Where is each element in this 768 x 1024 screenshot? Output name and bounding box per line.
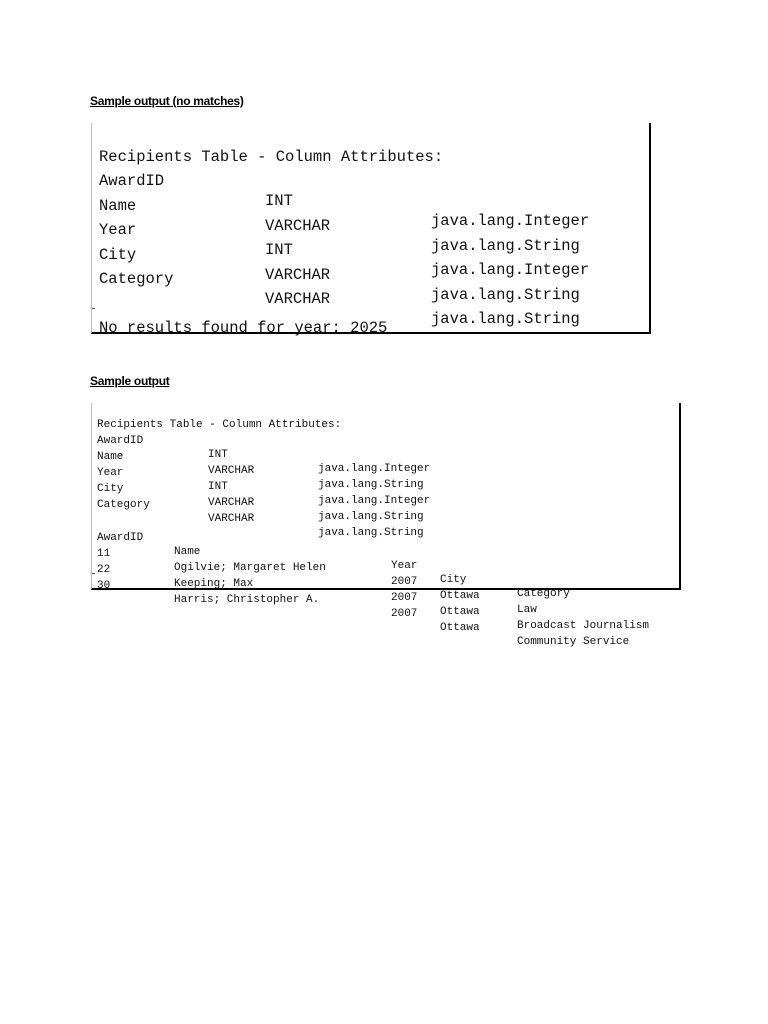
- result-year: 2007: [391, 576, 418, 588]
- results-header-city: City: [440, 574, 467, 586]
- result-category: Broadcast Journalism: [517, 620, 650, 632]
- attribute-sql-type: VARCHAR: [208, 465, 255, 477]
- attribute-column-name: Year: [97, 467, 124, 479]
- console-title-line: [92, 404, 679, 431]
- attribute-column-name: City: [97, 483, 124, 495]
- console-title-line: [92, 127, 649, 166]
- attribute-column-name: Category: [97, 499, 150, 511]
- attribute-sql-type: VARCHAR: [208, 497, 255, 509]
- result-city: Ottawa: [440, 590, 480, 602]
- attribute-column-name: AwardID: [97, 435, 144, 447]
- result-city: Ottawa: [440, 606, 480, 618]
- attribute-java-type: java.lang.String: [318, 479, 424, 491]
- results-header-awardid: AwardID: [97, 532, 144, 544]
- results-header-name: Name: [174, 546, 201, 558]
- attribute-column-name: AwardID: [99, 172, 165, 190]
- results-header-category: Category: [517, 588, 570, 600]
- result-name: Ogilvie; Margaret Helen: [174, 562, 326, 574]
- attribute-column-name: Name: [99, 197, 137, 215]
- result-awardid: 22: [97, 564, 111, 576]
- attribute-sql-type: INT: [208, 449, 228, 461]
- result-city: Ottawa: [440, 622, 480, 634]
- console-title: Recipients Table - Column Attributes:: [99, 148, 444, 166]
- gutter-marker: [92, 308, 95, 309]
- attribute-sql-type: INT: [208, 481, 228, 493]
- attribute-sql-type: VARCHAR: [265, 217, 331, 235]
- attribute-java-type: java.lang.Integer: [431, 261, 590, 279]
- console-title: Recipients Table - Column Attributes:: [97, 419, 342, 431]
- attribute-sql-type: VARCHAR: [265, 266, 331, 284]
- result-name: Keeping; Max: [174, 578, 254, 590]
- console-output-results: [91, 403, 681, 648]
- attribute-java-type: java.lang.Integer: [318, 495, 431, 507]
- results-header-year: Year: [391, 560, 418, 572]
- result-name: Harris; Christopher A.: [174, 594, 320, 606]
- attribute-java-type: java.lang.Integer: [431, 212, 590, 230]
- result-category: Law: [517, 604, 537, 616]
- attribute-java-type: java.lang.String: [318, 511, 424, 523]
- attribute-sql-type: VARCHAR: [208, 513, 255, 525]
- attribute-column-name: Year: [99, 221, 137, 239]
- result-year: 2007: [391, 592, 418, 604]
- result-category: Community Service: [517, 636, 630, 648]
- attribute-java-type: java.lang.String: [318, 527, 424, 539]
- section-heading-no-matches: Sample output (no matches): [90, 94, 244, 108]
- attribute-java-type: java.lang.Integer: [318, 463, 431, 475]
- result-awardid: 30: [97, 580, 111, 592]
- no-results-message: No results found for year: 2025: [99, 319, 388, 337]
- gutter-marker: [92, 573, 95, 574]
- attribute-sql-type: INT: [265, 192, 293, 210]
- attribute-column-name: City: [99, 246, 137, 264]
- section-heading-output: Sample output: [90, 374, 170, 388]
- attribute-java-type: java.lang.String: [431, 310, 580, 328]
- result-year: 2007: [391, 608, 418, 620]
- attribute-java-type: java.lang.String: [431, 286, 580, 304]
- result-awardid: 11: [97, 548, 111, 560]
- attribute-sql-type: VARCHAR: [265, 290, 331, 308]
- attribute-java-type: java.lang.String: [431, 237, 580, 255]
- console-output-no-matches: [91, 123, 651, 337]
- attribute-column-name: Category: [99, 270, 174, 288]
- attribute-column-name: Name: [97, 451, 124, 463]
- attribute-sql-type: INT: [265, 241, 293, 259]
